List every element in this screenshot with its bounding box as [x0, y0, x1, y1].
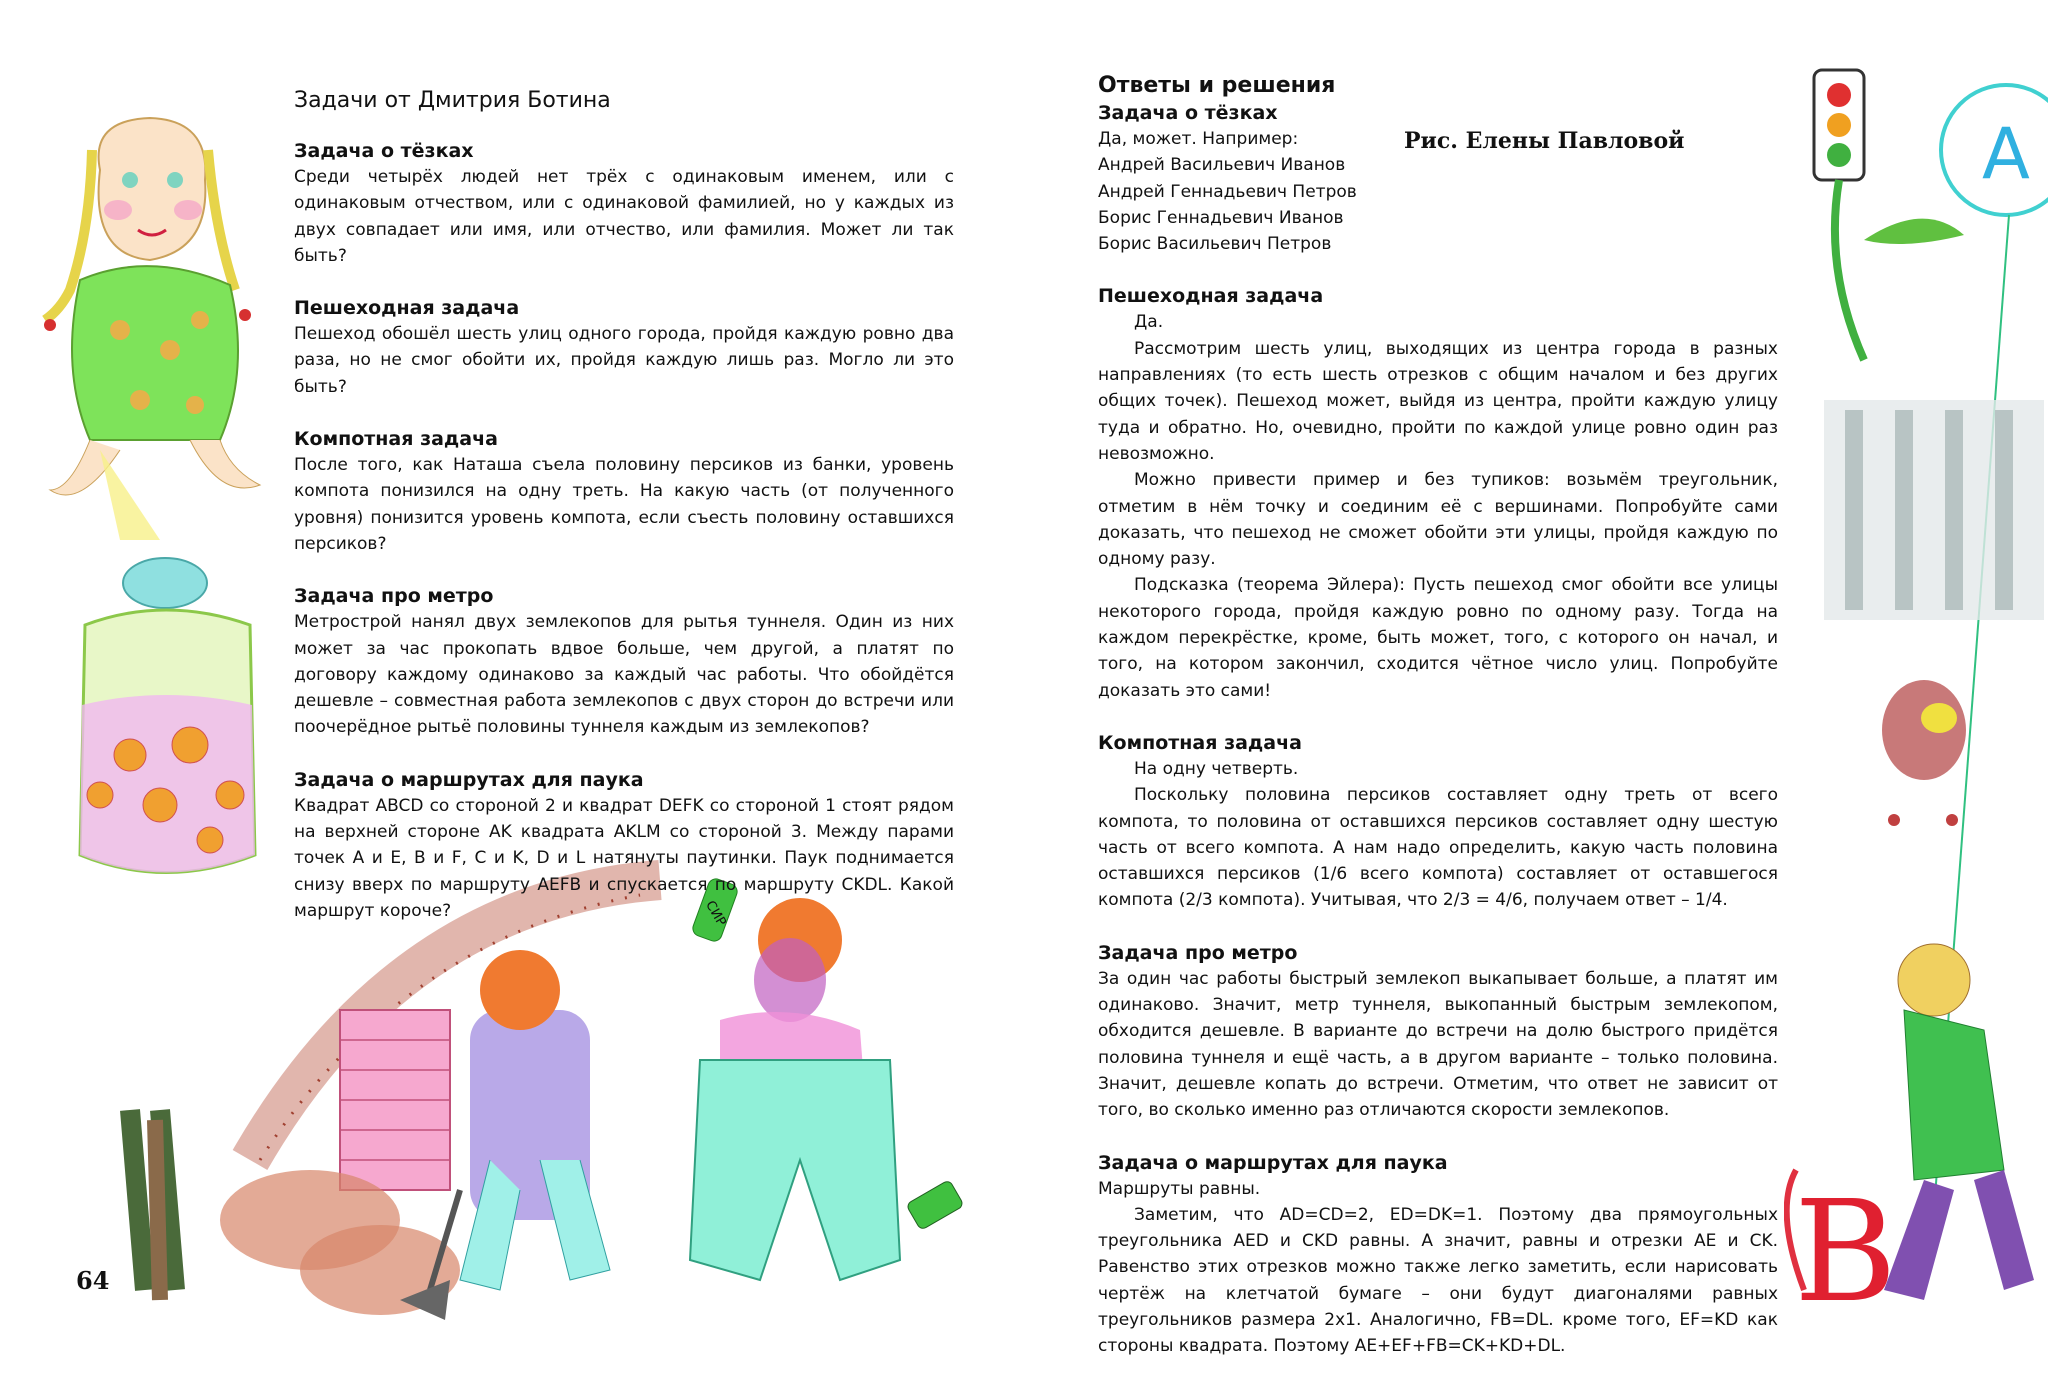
problem-text: Метрострой нанял двух землекопов для рытья туннеля. Один из них может за час прокопать вдвое больше, чем другой, а платят по договору каждому одинаково за каждый час работы. Что обойдётся дешевле – совместная работа землекопов с двух сторон до встречи или поочерёдное рытьё половины туннеля каждым из землекопов?: [294, 612, 954, 738]
problem-text: После того, как Наташа съела половину персиков из банки, уровень компота понизился на одну треть. На какую часть (от полученного уровня) понизится уровень компота, если съесть половину оставшихся персиков?: [294, 455, 954, 554]
answer-line: Андрей Васильевич Иванов: [1098, 155, 1346, 176]
answer-line: Да, может. Например:: [1098, 129, 1299, 149]
answer-title: Задача о маршрутах для паука: [1098, 1151, 1448, 1174]
answer-title: Задача о тёзках: [1098, 102, 1278, 124]
answer-short: На одну четверть.: [1134, 758, 1299, 779]
problem-title: Задача о маршрутах для паука: [294, 768, 644, 791]
answer-namesakes: [1098, 100, 1778, 257]
answer-paragraph: За один час работы быстрый землекоп выкапывает больше, а платят им одинаково. Значит, метр туннеля, выкопанный быстрым землекопом, обходится дешевле. В варианте до встречи на долю быстрого придётся половина туннеля и ещё часть, а в другом варианте – только половина. Значит, дешевле копать до встречи. Отметим, что ответ не зависит от того, во сколько именно раз отличаются скорости землекопов.: [1098, 968, 1778, 1121]
problem-text: Квадрат ABCD со стороной 2 и квадрат DEFK со стороной 1 стоят рядом на верхней стороне AK квадрата AKLM со стороной 3. Между парами точек A и E, B и F, C и K, D и L натянуты паутинки. Паук поднимается снизу вверх по маршруту AEFB и спускается по маршруту CKDL. Какой маршрут короче?: [294, 795, 954, 921]
letter-b: B: [1794, 1171, 1897, 1334]
answer-paragraph: Рассмотрим шесть улиц, выходящих из центра города в разных направлениях (то есть шесть отрезков с общим началом и без других общих точек). Пешеход может, выйдя из центра, пройти каждую улицу туда и обратно. Но, очевидно, пройти по каждой улице ровно один раз невозможно.: [1098, 338, 1778, 464]
answer-line: Андрей Геннадьевич Петров: [1098, 181, 1357, 202]
compote-jar-illustration: [60, 555, 270, 895]
answer-title: Пешеходная задача: [1098, 285, 1324, 308]
answer-metro: [1098, 940, 1778, 1124]
problem-title: Задача про метро: [294, 585, 494, 608]
page-heading: Ответы и решения: [1098, 73, 1336, 98]
answer-short: Маршруты равны.: [1098, 1178, 1261, 1199]
page-heading: Задачи от Дмитрия Ботина: [294, 88, 611, 113]
right-page: [1024, 0, 2048, 1357]
answer-paragraph: Заметим, что AD=CD=2, ED=DK=1. Поэтому два прямоугольных треугольника AED и CKD равны. А значит, равны и отрезки AE и CK. Равенство этих отрезков можно также легко заметить, если нарисовать чертёж на клетчатой бумаге – они будут диагоналями равных треугольников размера 2x1. Аналогично, FB=DL. кроме того, EF=KD как стороны квадрата. Поэтому AE+EF+FB=CK+KD+DL.: [1098, 1204, 1778, 1357]
answer-short: Да.: [1134, 312, 1164, 333]
problem-metro: [294, 583, 954, 740]
answer-line: Борис Васильевич Петров: [1098, 234, 1332, 255]
answer-title: Задача про метро: [1098, 941, 1298, 964]
problem-title: Компотная задача: [294, 428, 498, 451]
answer-pedestrian: [1098, 283, 1778, 703]
answer-compote: [1098, 730, 1778, 914]
answer-paragraph: Поскольку половина персиков составляет одну треть от всего компота, то половина от оставшихся персиков составляет одну шестую часть от всего компота. А нам надо определить, какую часть половина оставшихся персиков (1/6 всего компота) составляет от оставшегося компота (2/3 компота). Учитывая, что 2/3 = 4/6, получаем ответ – 1/4.: [1098, 785, 1778, 911]
answer-paragraph: Можно привести пример и без тупиков: возьмём треугольник, отметим в нём точку и соединим её с вершинами. Попробуйте сами доказать, что пешеход не сможет обойти эти улицы, пройдя каждую по одному разу.: [1098, 470, 1778, 570]
problem-text: Пешеход обошёл шесть улиц одного города, пройдя каждую ровно два раза, но не смог обойти их, пройдя каждую лишь раз. Могло ли это быть?: [294, 324, 954, 397]
illustration-credit: Рис. Елены Павловой: [1404, 128, 1685, 154]
problem-text: Среди четырёх людей нет трёх с одинаковым именем, или с одинаковым отчеством, или с одинаковой фамилией, но у каждых из двух совпадает или имя, или отчество, или фамилия. Может ли так быть?: [294, 167, 954, 266]
answer-title: Компотная задача: [1098, 731, 1302, 754]
bottle-label: СИР: [702, 898, 729, 929]
page-number: 64: [76, 1266, 110, 1295]
left-page: [0, 0, 1024, 1350]
problem-pedestrian: [294, 295, 954, 400]
problem-spider: [294, 767, 954, 924]
girl-illustration: [30, 110, 290, 550]
answers-column: [1098, 72, 1778, 1386]
letter-a: A: [1982, 113, 2030, 195]
problem-title: Задача о тёзках: [294, 140, 474, 162]
answer-line: Борис Геннадьевич Иванов: [1098, 207, 1344, 228]
problem-compote: [294, 426, 954, 557]
margin-illustration: [1784, 50, 2048, 1340]
problems-column: [294, 86, 954, 950]
answer-paragraph: Подсказка (теорема Эйлера): Пусть пешеход смог обойти все улицы некоторого города, пройдя каждую ровно по одному разу. Тогда на каждом перекрёстке, кроме, быть может, того, с которого он начал, и того, на котором закончил, сходится чётное число улиц. Попробуйте доказать это сами!: [1098, 575, 1778, 701]
answer-spider: [1098, 1150, 1778, 1360]
problem-title: Пешеходная задача: [294, 297, 520, 320]
problem-namesakes: [294, 138, 954, 269]
